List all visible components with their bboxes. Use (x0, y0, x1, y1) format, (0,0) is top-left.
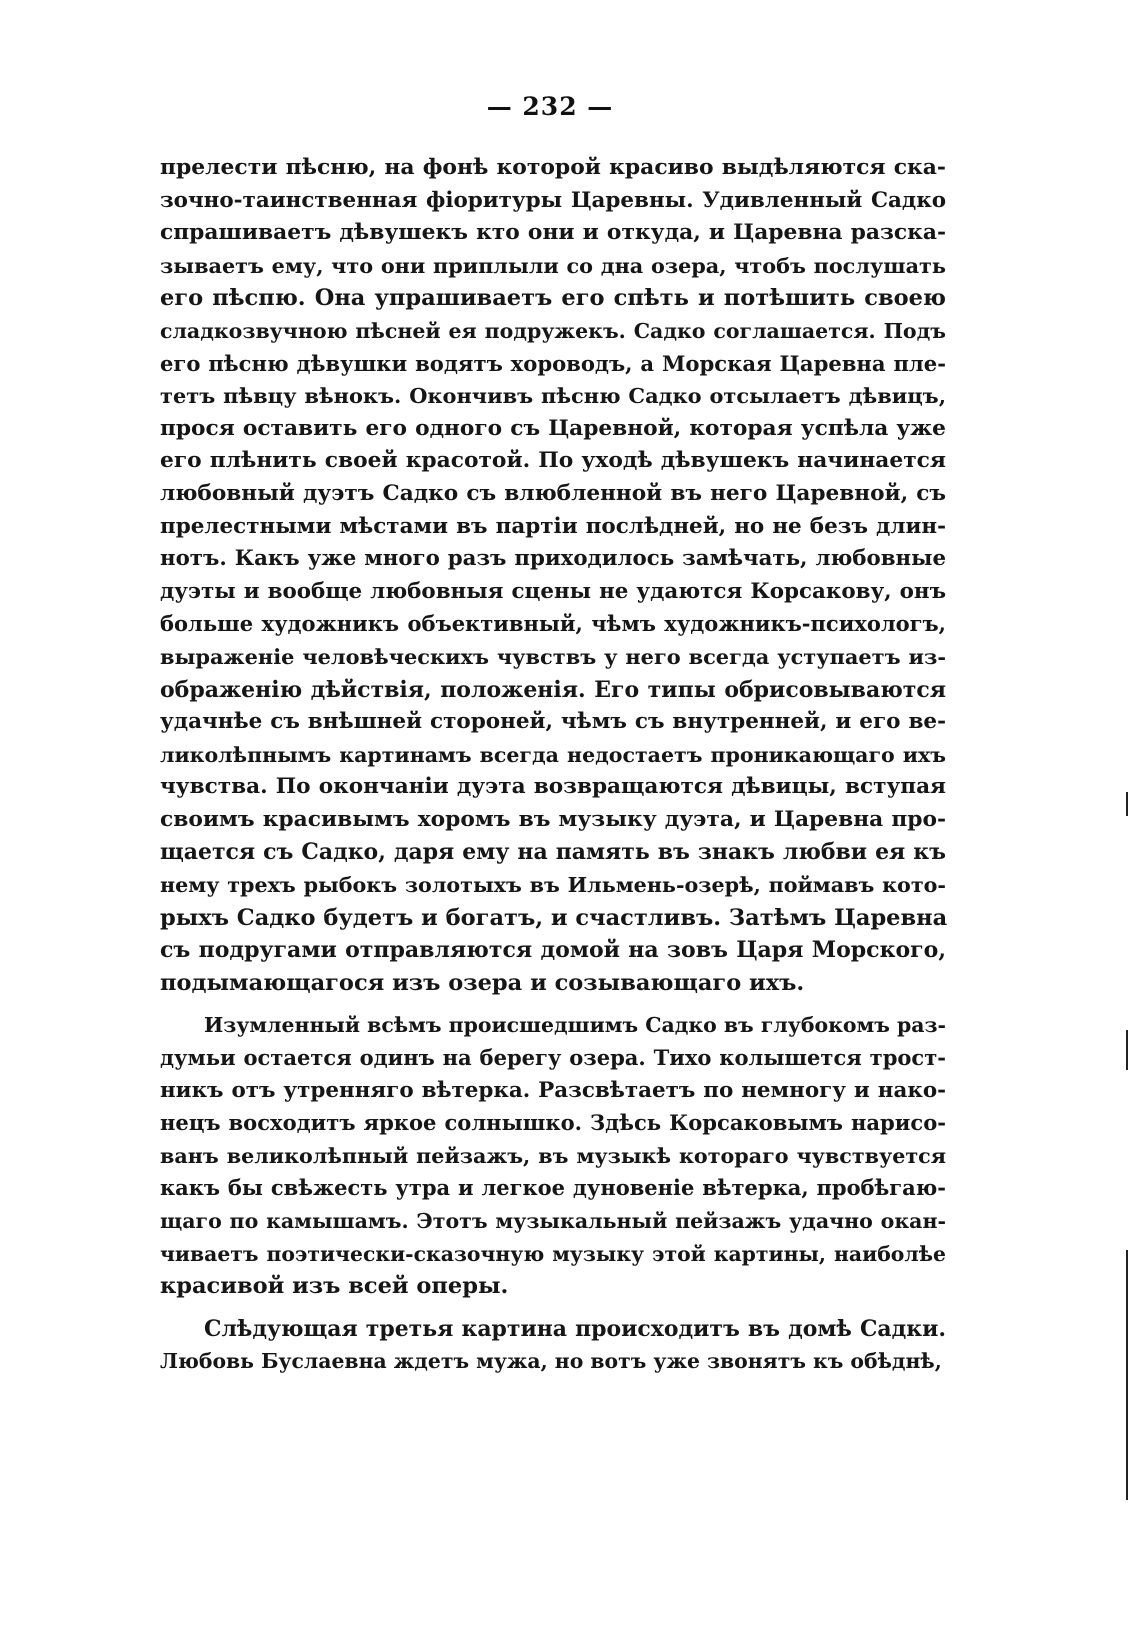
text-line: ванъ великолѣпный пейзажъ, въ музыкѣ котораго чувствуется (160, 1143, 946, 1168)
text-line: тетъ пѣвцу вѣнокъ. Окончивъ пѣсню Садко отсылаетъ дѣвицъ, (160, 383, 946, 409)
text-line: прелестными мѣстами въ партіи послѣдней, но не безъ длин- (160, 513, 946, 539)
body-text (160, 152, 946, 1378)
text-line: Любовь Буслаевна ждетъ мужа, но вотъ уже звонятъ къ обѣднѣ, (160, 1349, 942, 1374)
page-number: — 232 — (486, 92, 614, 121)
text-line: ображенію дѣйствія, положенія. Его типы обрисовываются (160, 676, 946, 703)
text-line: его пѣсню дѣвушки водятъ хороводъ, а Морская Царевна пле- (160, 350, 946, 376)
text-line: подымающагося изъ озера и созывающаго ихъ. (160, 969, 805, 996)
text-line: рыхъ Садко будетъ и богатъ, и счастливъ. Затѣмъ Царевна (160, 904, 948, 931)
text-line: прелести пѣсню, на фонѣ которой красиво выдѣляются ска- (160, 155, 946, 180)
text-line: больше художникъ объективный, чѣмъ художникъ-психологъ, (160, 611, 946, 637)
text-line: думьи остается одинъ на берегу озера. Тихо колышется трост- (160, 1045, 946, 1071)
paragraph (160, 1009, 946, 1302)
text-line: какъ бы свѣжесть утра и легкое дуновеніе вѣтерка, пробѣгаю- (160, 1175, 946, 1201)
scan-edge-mark (1126, 1250, 1128, 1500)
text-line: своимъ красивымъ хоромъ въ музыку дуэта, и Царевна про- (160, 806, 946, 832)
text-line: любовный дуэтъ Садко съ влюбленной въ него Царевной, съ (160, 480, 946, 506)
text-line: щается съ Садко, даря ему на память въ знакъ любви ея къ (160, 839, 946, 866)
text-line: нотъ. Какъ уже много разъ приходилось замѣчать, любовные (160, 546, 946, 572)
paragraph (160, 1313, 946, 1378)
paragraph (160, 152, 946, 999)
text-line: нецъ восходитъ яркое солнышко. Здѣсь Корсаковымъ нарисо- (160, 1110, 946, 1136)
text-line: его пѣспю. Она упрашиваетъ его спѣть и потѣшить своею (160, 285, 946, 312)
text-line: щаго по камышамъ. Этотъ музыкальный пейзажъ удачно окан- (160, 1209, 946, 1233)
text-line: Изумленный всѣмъ происшедшимъ Садко въ глубокомъ раз- (204, 1013, 946, 1038)
text-line: спрашиваетъ дѣвушекъ кто они и откуда, и Царевна разска- (160, 220, 946, 246)
text-line: его плѣнить своей красотой. По уходѣ дѣвушекъ начинается (160, 448, 946, 474)
text-line: Слѣдующая третья картина происходитъ въ домѣ Садки. (204, 1315, 946, 1342)
text-line: нему трехъ рыбокъ золотыхъ въ Ильмень-озерѣ, поймавъ кото- (160, 873, 946, 898)
text-line: чиваетъ поэтически-сказочную музыку этой картины, наиболѣе (160, 1241, 946, 1266)
text-line: зочно-таинственная фіоритуры Царевны. Удивленный Садко (160, 187, 946, 213)
text-line: удачнѣе съ внѣшней стороней, чѣмъ съ внутренней, и его ве- (160, 709, 946, 735)
text-line: красивой изъ всей оперы. (160, 1273, 509, 1300)
text-line: чувства. По окончаніи дуэта возвращаются дѣвицы, вступая (160, 774, 946, 800)
text-line: выраженіе человѣческихъ чувствъ у него всегда уступаетъ из- (160, 643, 946, 669)
text-line: дуэты и вообще любовныя сцены не удаются Корсакову, онъ (160, 578, 946, 604)
text-line: ликолѣпнымъ картинамъ всегда недостаетъ проникающаго ихъ (160, 742, 946, 767)
scan-edge-mark (1126, 792, 1128, 816)
scan-edge-mark (1126, 1030, 1128, 1070)
paragraph-gap (160, 999, 946, 1009)
text-line: никъ отъ утренняго вѣтерка. Разсвѣтаетъ по немногу и нако- (160, 1077, 946, 1103)
text-line: зываетъ ему, что они приплыли со дна озера, чтобъ послушать (160, 252, 946, 278)
paragraph-gap (160, 1303, 946, 1313)
text-line: съ подругами отправляются домой на зовъ Царя Морского, (160, 937, 946, 964)
text-line: прося оставить его одного съ Царевной, которая успѣла уже (160, 415, 946, 441)
text-line: сладкозвучною пѣсней ея подружекъ. Садко соглашается. Подъ (160, 318, 946, 343)
